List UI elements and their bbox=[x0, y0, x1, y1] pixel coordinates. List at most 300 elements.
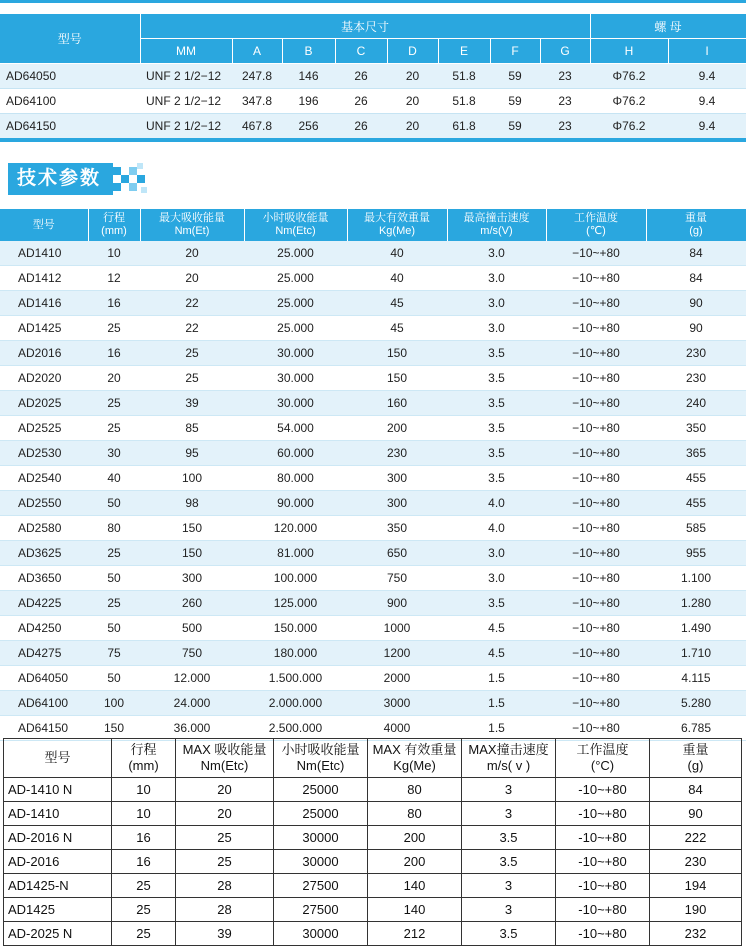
table-cell: 1.280 bbox=[646, 591, 746, 616]
table-cell: 84 bbox=[650, 778, 742, 802]
table-cell: -10~+80 bbox=[556, 874, 650, 898]
col-header bbox=[646, 209, 746, 241]
model-header: 型号 bbox=[0, 14, 140, 64]
table-cell: −10~+80 bbox=[546, 641, 646, 666]
table-cell: 40 bbox=[347, 241, 447, 266]
table-cell: 51.8 bbox=[438, 89, 490, 114]
table-cell: 3 bbox=[462, 874, 556, 898]
table-cell: 16 bbox=[88, 341, 140, 366]
table-cell: 27500 bbox=[274, 874, 368, 898]
table-cell: 3.0 bbox=[447, 266, 546, 291]
table-cell: 2.000.000 bbox=[244, 691, 347, 716]
col-header bbox=[368, 739, 462, 778]
dim-col-header: MM bbox=[140, 39, 232, 64]
col-header-line: MAX撞击速度 bbox=[468, 742, 549, 757]
col-header-unit: m/s(V) bbox=[480, 225, 513, 237]
table-cell: 1.5 bbox=[447, 691, 546, 716]
table-cell: 350 bbox=[646, 416, 746, 441]
table-cell: 3 bbox=[462, 778, 556, 802]
table-cell: 61.8 bbox=[438, 114, 490, 139]
col-header bbox=[546, 209, 646, 241]
table-row bbox=[0, 641, 746, 666]
table-cell: 455 bbox=[646, 491, 746, 516]
table-row bbox=[0, 466, 746, 491]
table-cell: AD1416 bbox=[0, 291, 88, 316]
col-header bbox=[112, 739, 176, 778]
table-cell: 230 bbox=[646, 366, 746, 391]
table-cell: 230 bbox=[646, 341, 746, 366]
table-cell: 4.115 bbox=[646, 666, 746, 691]
table-cell: 25.000 bbox=[244, 291, 347, 316]
table-row bbox=[0, 64, 746, 89]
table-cell: 16 bbox=[112, 826, 176, 850]
table-cell: 180.000 bbox=[244, 641, 347, 666]
table-cell: −10~+80 bbox=[546, 691, 646, 716]
table-cell: 2000 bbox=[347, 666, 447, 691]
table-cell: 1.5 bbox=[447, 666, 546, 691]
table-cell: 150 bbox=[347, 366, 447, 391]
table-cell: -10~+80 bbox=[556, 802, 650, 826]
table-cell: AD3650 bbox=[0, 566, 88, 591]
table-cell: AD-1410 N bbox=[4, 778, 112, 802]
table-cell: AD1412 bbox=[0, 266, 88, 291]
table-cell: 750 bbox=[347, 566, 447, 591]
table-cell: 3000 bbox=[347, 691, 447, 716]
pixel-pattern-icon bbox=[113, 163, 149, 195]
table-cell: 300 bbox=[140, 566, 244, 591]
table-cell: 900 bbox=[347, 591, 447, 616]
table-cell: 2.500.000 bbox=[244, 716, 347, 741]
table-row bbox=[4, 826, 742, 850]
table-cell: -10~+80 bbox=[556, 898, 650, 922]
table-cell: 36.000 bbox=[140, 716, 244, 741]
table-cell: 3.5 bbox=[462, 850, 556, 874]
table-row bbox=[0, 316, 746, 341]
table-cell: Φ76.2 bbox=[590, 114, 668, 139]
col-header-line: 小时吸收能量 bbox=[281, 742, 360, 757]
table-cell: 20 bbox=[176, 802, 274, 826]
table-row bbox=[0, 566, 746, 591]
table-cell: Φ76.2 bbox=[590, 89, 668, 114]
col-header-line: 重量 bbox=[685, 212, 707, 224]
basic-dimensions-header: 基本尺寸 bbox=[140, 14, 590, 39]
table-cell: 50 bbox=[88, 491, 140, 516]
table-row bbox=[0, 666, 746, 691]
table-cell: 256 bbox=[282, 114, 335, 139]
col-header-unit: Nm(Etc) bbox=[296, 758, 345, 773]
table-cell: 120.000 bbox=[244, 516, 347, 541]
table-cell: 3 bbox=[462, 898, 556, 922]
table-cell: 3.5 bbox=[447, 441, 546, 466]
table-cell: 26 bbox=[335, 114, 387, 139]
table-cell: 1200 bbox=[347, 641, 447, 666]
table-row bbox=[0, 441, 746, 466]
table-cell: AD1410 bbox=[0, 241, 88, 266]
table-cell: 3.0 bbox=[447, 541, 546, 566]
plain-spec-table bbox=[3, 738, 742, 946]
table-row bbox=[0, 516, 746, 541]
table-cell: 955 bbox=[646, 541, 746, 566]
table-cell: 3.0 bbox=[447, 566, 546, 591]
table-cell: 50 bbox=[88, 616, 140, 641]
table-cell: 4.0 bbox=[447, 491, 546, 516]
col-header-line: 重量 bbox=[682, 742, 709, 757]
table-row bbox=[4, 850, 742, 874]
table-cell: −10~+80 bbox=[546, 316, 646, 341]
table-cell: 3.5 bbox=[447, 416, 546, 441]
table-cell: 650 bbox=[347, 541, 447, 566]
table-cell: 25.000 bbox=[244, 266, 347, 291]
table-cell: AD4250 bbox=[0, 616, 88, 641]
table-cell: 25 bbox=[176, 826, 274, 850]
table-cell: 10 bbox=[88, 241, 140, 266]
table-cell: 25 bbox=[88, 416, 140, 441]
table-cell: 212 bbox=[368, 922, 462, 946]
table-row bbox=[0, 416, 746, 441]
table-cell: AD64100 bbox=[0, 89, 140, 114]
table-cell: 20 bbox=[387, 89, 438, 114]
table-cell: 25 bbox=[88, 316, 140, 341]
table-cell: -10~+80 bbox=[556, 826, 650, 850]
table-cell: 80.000 bbox=[244, 466, 347, 491]
top-accent-bar bbox=[0, 0, 746, 3]
table-cell: 22 bbox=[140, 291, 244, 316]
table-cell: UNF 2 1/2−12 bbox=[140, 114, 232, 139]
col-header bbox=[176, 739, 274, 778]
table-cell: −10~+80 bbox=[546, 416, 646, 441]
table-cell: 30 bbox=[88, 441, 140, 466]
table-cell: 30.000 bbox=[244, 391, 347, 416]
table-cell: 59 bbox=[490, 64, 540, 89]
table-cell: AD64150 bbox=[0, 716, 88, 741]
col-header-unit: Kg(Me) bbox=[393, 758, 436, 773]
table-cell: AD2020 bbox=[0, 366, 88, 391]
table-cell: 12 bbox=[88, 266, 140, 291]
table-cell: 80 bbox=[368, 802, 462, 826]
table-cell: 81.000 bbox=[244, 541, 347, 566]
table-cell: −10~+80 bbox=[546, 241, 646, 266]
table-cell: −10~+80 bbox=[546, 441, 646, 466]
table-cell: AD64050 bbox=[0, 666, 88, 691]
col-header-line: MAX 吸收能量 bbox=[182, 742, 267, 757]
dim-col-header: C bbox=[335, 39, 387, 64]
table-cell: 3.0 bbox=[447, 241, 546, 266]
table-cell: 146 bbox=[282, 64, 335, 89]
table-cell: 84 bbox=[646, 241, 746, 266]
table-cell: AD4225 bbox=[0, 591, 88, 616]
table-row bbox=[0, 591, 746, 616]
table-cell: 300 bbox=[347, 491, 447, 516]
col-header-unit: (g) bbox=[687, 758, 704, 773]
table-cell: 3.0 bbox=[447, 316, 546, 341]
dim-col-header: D bbox=[387, 39, 438, 64]
table-cell: 4.0 bbox=[447, 516, 546, 541]
table-cell: −10~+80 bbox=[546, 291, 646, 316]
section-title: 技术参数 bbox=[8, 163, 113, 195]
table-cell: 3.5 bbox=[447, 366, 546, 391]
table-row bbox=[0, 541, 746, 566]
col-header-unit: Nm(Et) bbox=[174, 225, 210, 237]
section-header bbox=[8, 163, 149, 195]
table-cell: −10~+80 bbox=[546, 541, 646, 566]
table-cell: 585 bbox=[646, 516, 746, 541]
table-cell: AD64100 bbox=[0, 691, 88, 716]
table-cell: 222 bbox=[650, 826, 742, 850]
table-cell: UNF 2 1/2−12 bbox=[140, 64, 232, 89]
table-cell: 100.000 bbox=[244, 566, 347, 591]
table-cell: 80 bbox=[88, 516, 140, 541]
table-cell: 40 bbox=[347, 266, 447, 291]
table-cell: −10~+80 bbox=[546, 491, 646, 516]
table-cell: −10~+80 bbox=[546, 566, 646, 591]
table-cell: 25 bbox=[112, 922, 176, 946]
dim-col-header: I bbox=[668, 39, 746, 64]
table-cell: −10~+80 bbox=[546, 591, 646, 616]
table-cell: 1.5 bbox=[447, 716, 546, 741]
table-cell: 22 bbox=[140, 316, 244, 341]
col-header bbox=[462, 739, 556, 778]
table-cell: 12.000 bbox=[140, 666, 244, 691]
col-header bbox=[556, 739, 650, 778]
col-header bbox=[88, 209, 140, 241]
table-cell: AD1425-N bbox=[4, 874, 112, 898]
table-cell: 200 bbox=[368, 826, 462, 850]
table-cell: 26 bbox=[335, 89, 387, 114]
dim-col-header: H bbox=[590, 39, 668, 64]
table-cell: 100 bbox=[88, 691, 140, 716]
table-cell: 455 bbox=[646, 466, 746, 491]
table-cell: −10~+80 bbox=[546, 716, 646, 741]
table-cell: 232 bbox=[650, 922, 742, 946]
table-cell: 1.710 bbox=[646, 641, 746, 666]
table-cell: AD-2016 bbox=[4, 850, 112, 874]
table-cell: 6.785 bbox=[646, 716, 746, 741]
table-cell: -10~+80 bbox=[556, 850, 650, 874]
table-cell: 20 bbox=[140, 241, 244, 266]
col-header-line: 最大有效重量 bbox=[364, 212, 430, 224]
dimension-table-bottom-bar bbox=[0, 138, 746, 142]
table-cell: AD64050 bbox=[0, 64, 140, 89]
col-header-line: 型号 bbox=[32, 218, 55, 231]
table-cell: −10~+80 bbox=[546, 666, 646, 691]
table-cell: 75 bbox=[88, 641, 140, 666]
table-cell: 27500 bbox=[274, 898, 368, 922]
dimension-table bbox=[0, 14, 746, 139]
table-cell: −10~+80 bbox=[546, 266, 646, 291]
table-row bbox=[0, 616, 746, 641]
table-row bbox=[0, 491, 746, 516]
table-cell: 750 bbox=[140, 641, 244, 666]
table-cell: 25000 bbox=[274, 802, 368, 826]
table-cell: 200 bbox=[347, 416, 447, 441]
table-cell: 247.8 bbox=[232, 64, 282, 89]
table-cell: 45 bbox=[347, 316, 447, 341]
table-cell: 9.4 bbox=[668, 89, 746, 114]
table-row bbox=[0, 366, 746, 391]
table-row bbox=[0, 114, 746, 139]
col-header-line: 最高撞击速度 bbox=[463, 212, 530, 224]
table-cell: 39 bbox=[140, 391, 244, 416]
table-cell: 25 bbox=[176, 850, 274, 874]
col-header-unit: (°C) bbox=[590, 758, 615, 773]
table-cell: 125.000 bbox=[244, 591, 347, 616]
table-cell: 100 bbox=[140, 466, 244, 491]
table-row bbox=[0, 716, 746, 741]
col-header-unit: (g) bbox=[689, 225, 703, 237]
table-cell: −10~+80 bbox=[546, 616, 646, 641]
table-cell: Φ76.2 bbox=[590, 64, 668, 89]
dim-col-header: F bbox=[490, 39, 540, 64]
table-row bbox=[4, 874, 742, 898]
col-header-line: MAX 有效重量 bbox=[372, 742, 457, 757]
table-cell: 4.5 bbox=[447, 641, 546, 666]
table-cell: 9.4 bbox=[668, 114, 746, 139]
table-cell: AD2016 bbox=[0, 341, 88, 366]
table-cell: 59 bbox=[490, 89, 540, 114]
table-cell: 20 bbox=[387, 114, 438, 139]
col-header-unit: Nm(Etc) bbox=[200, 758, 249, 773]
table-cell: 3 bbox=[462, 802, 556, 826]
table-cell: AD4275 bbox=[0, 641, 88, 666]
table-cell: 500 bbox=[140, 616, 244, 641]
table-cell: 150.000 bbox=[244, 616, 347, 641]
table-cell: 3.5 bbox=[447, 466, 546, 491]
table-cell: AD2540 bbox=[0, 466, 88, 491]
table-cell: AD1425 bbox=[0, 316, 88, 341]
col-header-unit: (mm) bbox=[128, 758, 159, 773]
table-cell: 260 bbox=[140, 591, 244, 616]
table-cell: 54.000 bbox=[244, 416, 347, 441]
col-header bbox=[4, 739, 112, 778]
table-cell: 30.000 bbox=[244, 341, 347, 366]
table-cell: 28 bbox=[176, 874, 274, 898]
col-header-line: 最大吸收能量 bbox=[159, 212, 225, 224]
table-cell: 240 bbox=[646, 391, 746, 416]
table-cell: 30000 bbox=[274, 850, 368, 874]
table-cell: 25 bbox=[88, 391, 140, 416]
table-row bbox=[0, 391, 746, 416]
table-cell: 1.490 bbox=[646, 616, 746, 641]
table-cell: 300 bbox=[347, 466, 447, 491]
table-cell: 10 bbox=[112, 778, 176, 802]
table-cell: 30000 bbox=[274, 922, 368, 946]
table-cell: AD2550 bbox=[0, 491, 88, 516]
col-header-line: 工作温度 bbox=[576, 742, 629, 757]
table-cell: 190 bbox=[650, 898, 742, 922]
table-cell: 25.000 bbox=[244, 316, 347, 341]
dim-col-header: A bbox=[232, 39, 282, 64]
table-cell: 3.5 bbox=[447, 591, 546, 616]
table-cell: -10~+80 bbox=[556, 922, 650, 946]
table-cell: 16 bbox=[88, 291, 140, 316]
col-header bbox=[244, 209, 347, 241]
table-cell: 365 bbox=[646, 441, 746, 466]
dim-col-header: B bbox=[282, 39, 335, 64]
table-cell: −10~+80 bbox=[546, 466, 646, 491]
table-cell: 347.8 bbox=[232, 89, 282, 114]
table-cell: 24.000 bbox=[140, 691, 244, 716]
table-cell: 230 bbox=[650, 850, 742, 874]
dim-col-header: E bbox=[438, 39, 490, 64]
table-cell: 20 bbox=[140, 266, 244, 291]
col-header-line: 工作温度 bbox=[574, 212, 618, 224]
table-cell: 350 bbox=[347, 516, 447, 541]
table-cell: 25 bbox=[112, 898, 176, 922]
table-cell: 26 bbox=[335, 64, 387, 89]
col-header-unit: m/s( v ) bbox=[486, 758, 531, 773]
col-header-unit: (mm) bbox=[101, 225, 127, 237]
table-row bbox=[0, 691, 746, 716]
table-cell: 50 bbox=[88, 566, 140, 591]
table-cell: 25 bbox=[140, 366, 244, 391]
table-row bbox=[0, 341, 746, 366]
table-cell: 30000 bbox=[274, 826, 368, 850]
tech-params-table bbox=[0, 209, 746, 741]
table-cell: 50 bbox=[88, 666, 140, 691]
table-cell: 3.5 bbox=[447, 341, 546, 366]
table-cell: 39 bbox=[176, 922, 274, 946]
table-cell: AD2580 bbox=[0, 516, 88, 541]
table-cell: 23 bbox=[540, 89, 590, 114]
table-cell: 23 bbox=[540, 64, 590, 89]
table-cell: 80 bbox=[368, 778, 462, 802]
table-cell: −10~+80 bbox=[546, 516, 646, 541]
table-cell: AD2025 bbox=[0, 391, 88, 416]
col-header-unit: Nm(Etc) bbox=[275, 225, 316, 237]
table-cell: 30.000 bbox=[244, 366, 347, 391]
table-cell: 90 bbox=[646, 291, 746, 316]
table-cell: UNF 2 1/2−12 bbox=[140, 89, 232, 114]
table-cell: 51.8 bbox=[438, 64, 490, 89]
table-row bbox=[4, 802, 742, 826]
table-cell: 5.280 bbox=[646, 691, 746, 716]
table-cell: 3.5 bbox=[447, 391, 546, 416]
table-cell: 3.0 bbox=[447, 291, 546, 316]
table-cell: AD2530 bbox=[0, 441, 88, 466]
col-header bbox=[447, 209, 546, 241]
table-cell: 95 bbox=[140, 441, 244, 466]
table-cell: 4.5 bbox=[447, 616, 546, 641]
table-cell: 4000 bbox=[347, 716, 447, 741]
table-cell: -10~+80 bbox=[556, 778, 650, 802]
col-header-line: 行程 bbox=[130, 742, 157, 757]
table-cell: 194 bbox=[650, 874, 742, 898]
table-cell: 25 bbox=[88, 541, 140, 566]
table-cell: 90.000 bbox=[244, 491, 347, 516]
table-cell: 90 bbox=[650, 802, 742, 826]
table-row bbox=[0, 291, 746, 316]
table-cell: 10 bbox=[112, 802, 176, 826]
table-cell: −10~+80 bbox=[546, 341, 646, 366]
table-cell: 85 bbox=[140, 416, 244, 441]
table-cell: AD64150 bbox=[0, 114, 140, 139]
table-cell: 16 bbox=[112, 850, 176, 874]
table-cell: 28 bbox=[176, 898, 274, 922]
col-header-unit: (℃) bbox=[586, 225, 606, 237]
table-cell: 200 bbox=[368, 850, 462, 874]
table-cell: 60.000 bbox=[244, 441, 347, 466]
table-cell: AD-1410 bbox=[4, 802, 112, 826]
nut-header: 螺 母 bbox=[590, 14, 746, 39]
table-cell: 84 bbox=[646, 266, 746, 291]
table-cell: 230 bbox=[347, 441, 447, 466]
table-cell: 45 bbox=[347, 291, 447, 316]
table-cell: 9.4 bbox=[668, 64, 746, 89]
table-row bbox=[4, 898, 742, 922]
table-cell: 25 bbox=[140, 341, 244, 366]
table-row bbox=[0, 241, 746, 266]
table-cell: 140 bbox=[368, 898, 462, 922]
